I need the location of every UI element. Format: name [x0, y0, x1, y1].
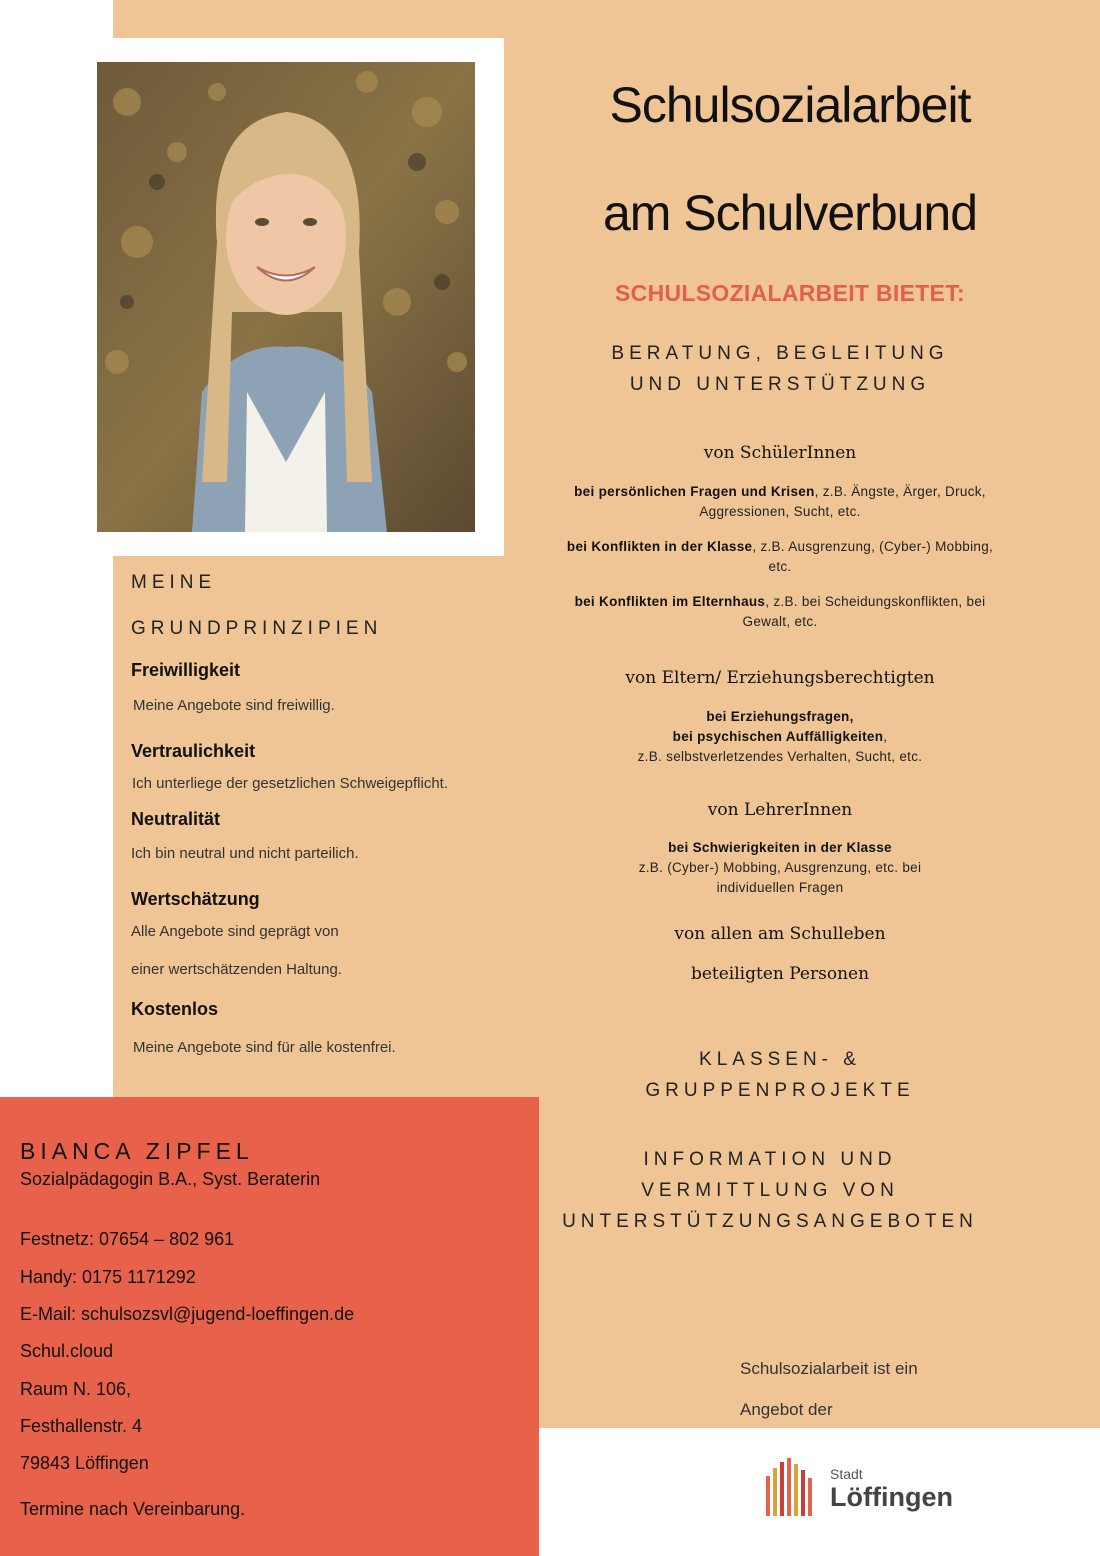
principle-text-wertschaetzung-2: einer wertschätzenden Haltung. — [131, 961, 342, 978]
principle-title-vertraulichkeit: Vertraulichkeit — [131, 741, 256, 761]
eltern-item-2-comma: , — [883, 729, 888, 744]
schueler-item-2-text: , z.B. Ausgrenzung, (Cyber-) Mobbing, etc. — [752, 539, 994, 574]
principle-text-kostenlos: Meine Angebote sind für alle kostenfrei. — [133, 1039, 396, 1056]
logo-bars-icon — [764, 1458, 826, 1520]
beratung-line2: UND UNTERSTÜTZUNG — [629, 374, 931, 395]
information-line3: UNTERSTÜTZUNGSANGEBOTEN — [562, 1211, 978, 1232]
contact-city: 79843 Löffingen — [20, 1453, 149, 1473]
logo-small-text: Stadt — [830, 1466, 863, 1482]
contact-name: BIANCA ZIPFEL — [20, 1138, 254, 1164]
eltern-items — [560, 707, 1000, 767]
portrait-photo — [97, 62, 475, 532]
sponsor-line1: Schulsozialarbeit ist ein — [740, 1359, 918, 1378]
page-title-line1: Schulsozialarbeit — [609, 77, 971, 133]
contact-panel — [0, 1097, 539, 1556]
projekte-line2: GRUPPENPROJEKTE — [645, 1080, 915, 1101]
eltern-item-2: bei psychischen Auffälligkeiten — [672, 729, 884, 744]
information-heading — [520, 1144, 1020, 1237]
principles-heading-line1: MEINE — [131, 572, 217, 593]
principles-heading-line2: GRUNDPRINZIPIEN — [131, 618, 383, 639]
contact-festnetz[interactable]: Festnetz: 07654 – 802 961 — [20, 1229, 235, 1249]
eltern-item-3: z.B. selbstverletzendes Verhalten, Sucht, etc. — [637, 749, 923, 764]
principle-title-freiwilligkeit: Freiwilligkeit — [131, 660, 241, 680]
contact-cloud: Schul.cloud — [20, 1341, 114, 1361]
principle-text-wertschaetzung-1: Alle Angebote sind geprägt von — [131, 923, 339, 940]
principle-text-freiwilligkeit: Meine Angebote sind freiwillig. — [133, 697, 335, 714]
page-title-line2: am Schulverbund — [602, 185, 978, 241]
projekte-line1: KLASSEN- & — [699, 1049, 861, 1070]
contact-handy[interactable]: Handy: 0175 1171292 — [20, 1267, 196, 1287]
offers-heading: SCHULSOZIALARBEIT BIETET: — [615, 280, 965, 306]
principle-text-vertraulichkeit: Ich unterliege der gesetzlichen Schweigepflicht. — [132, 775, 449, 792]
schueler-item-1 — [560, 482, 1000, 522]
information-line2: VERMITTLUNG VON — [641, 1180, 899, 1201]
principle-title-kostenlos: Kostenlos — [131, 999, 219, 1019]
principle-title-wertschaetzung: Wertschätzung — [131, 889, 260, 909]
contact-street: Festhallenstr. 4 — [20, 1416, 143, 1436]
contact-termine: Termine nach Vereinbarung. — [20, 1499, 246, 1519]
group-title-schueler: von SchülerInnen — [703, 443, 857, 463]
principle-title-neutralitaet: Neutralität — [131, 809, 221, 829]
schueler-item-1-text: , z.B. Ängste, Ärger, Druck, Aggressionen, Sucht, etc. — [699, 484, 986, 519]
schueler-item-3 — [560, 592, 1000, 632]
group-title-alle-2: beteiligten Personen — [690, 964, 870, 984]
group-title-eltern: von Eltern/ Erziehungsberechtigten — [625, 668, 935, 688]
contact-email[interactable]: E-Mail: schulsozsvl@jugend-loeffingen.de — [20, 1304, 355, 1324]
projekte-heading — [560, 1044, 1000, 1106]
information-line1: INFORMATION UND — [643, 1149, 897, 1170]
contact-room: Raum N. 106, — [20, 1379, 132, 1399]
beratung-line1: BERATUNG, BEGLEITUNG — [611, 343, 949, 364]
schueler-item-2-bold: bei Konflikten in der Klasse — [566, 539, 753, 554]
beratung-heading — [560, 338, 1000, 400]
schueler-item-3-bold: bei Konflikten im Elternhaus — [574, 594, 766, 609]
group-title-lehrer: von LehrerInnen — [707, 800, 853, 820]
lehrer-item-bold: bei Schwierigkeiten in der Klasse — [668, 840, 892, 855]
eltern-item-1: bei Erziehungsfragen, — [706, 709, 854, 724]
schueler-item-2 — [560, 537, 1000, 577]
contact-role: Sozialpädagogin B.A., Syst. Beraterin — [20, 1169, 321, 1189]
principle-text-neutralitaet: Ich bin neutral und nicht parteilich. — [131, 845, 359, 862]
stadt-loeffingen-logo — [764, 1458, 974, 1520]
schueler-item-1-bold: bei persönlichen Fragen und Krisen — [574, 484, 815, 499]
logo-big-text: Löffingen — [830, 1482, 953, 1512]
lehrer-item-text: z.B. (Cyber-) Mobbing, Ausgrenzung, etc. bei individuellen Fragen — [638, 860, 922, 895]
group-title-alle-1: von allen am Schulleben — [674, 924, 886, 944]
sponsor-line2: Angebot der — [740, 1400, 833, 1419]
schueler-item-3-text: , z.B. bei Scheidungskonflikten, bei Gewalt, etc. — [742, 594, 986, 629]
lehrer-items — [560, 838, 1000, 898]
